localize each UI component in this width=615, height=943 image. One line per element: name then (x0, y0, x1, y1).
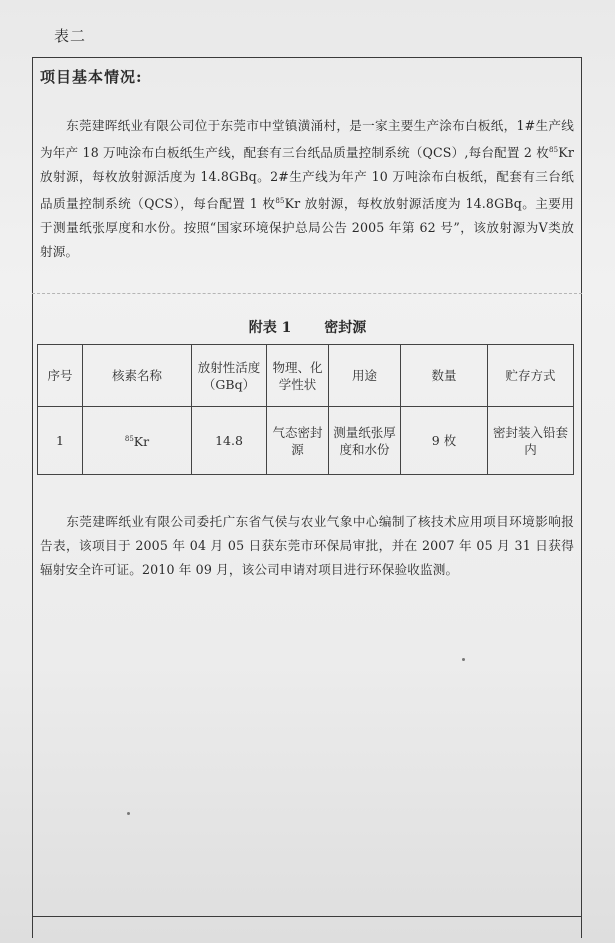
header-nuclide-name: 核素名称 (83, 345, 192, 407)
header-quantity: 数量 (401, 345, 488, 407)
cell-storage: 密封装入铅套内 (488, 407, 574, 475)
section-title: 项目基本情况: (40, 68, 143, 86)
cell-usage: 测量纸张厚度和水份 (329, 407, 401, 475)
header-usage: 用途 (329, 345, 401, 407)
table-header-row (38, 345, 574, 407)
frame-bottom-rule (32, 916, 582, 917)
header-activity: 放射性活度（GBq） (192, 345, 267, 407)
table-caption-prefix: 附表 1 (248, 320, 292, 336)
approval-paragraph: 东莞建晖纸业有限公司委托广东省气侯与农业气象中心编制了核技术应用项目环境影响报告表，该项目于 2005 年 04 月 05 日获东莞市环保局审批，并在 2007 年 05 月 31 日获得辐射安全许可证。2010 年 09 月，该公司申请对项目进行环保验收监测。 (40, 514, 574, 577)
table-number: 表二 (54, 27, 87, 45)
header-physical-state: 物理、化学性状 (267, 345, 329, 407)
table-caption-title: 密封源 (324, 320, 367, 336)
project-description-paragraph: 东莞建晖纸业有限公司位于东莞市中堂镇潢涌村，是一家主要生产涂布白板纸，1#生产线为年产 18 万吨涂布白板纸生产线，配套有三台纸品质量控制系统（QCS）,每台配置 2 枚$^{85}$Kr 放射源，每枚放射源活度为 14.8GBq。2#生产线为年产 10 万吨涂布白板纸，配套有三台纸品质量控制系统（QCS），每台配置 1 枚$^{85}$Kr 放射源，每枚放射源活度为 14.8GBq。主要用于测量纸张厚度和水份。按照“国家环境保护总局公告 2005 年第 62 号”，该放射源为Ⅴ类放射源。 (40, 118, 574, 259)
table-row (38, 407, 574, 475)
speck (462, 658, 465, 661)
header-storage: 贮存方式 (488, 345, 574, 407)
speck (127, 812, 130, 815)
cell-activity: 14.8 (192, 407, 267, 475)
dashed-separator (32, 293, 582, 294)
sealed-source-table (37, 344, 574, 475)
cell-serial-no: 1 (38, 407, 83, 475)
cell-nuclide: $^{85}$Kr (83, 407, 192, 475)
cell-quantity: 9 枚 (401, 407, 488, 475)
table-caption (0, 317, 615, 337)
header-serial-no: 序号 (38, 345, 83, 407)
cell-physical-state: 气态密封源 (267, 407, 329, 475)
